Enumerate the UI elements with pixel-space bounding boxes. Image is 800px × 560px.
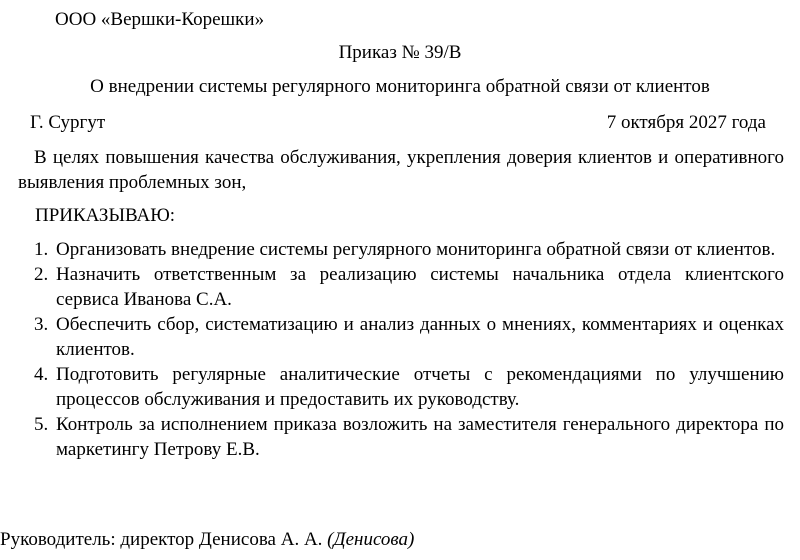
order-title: О внедрении системы регулярного мониторинга обратной связи от клиентов bbox=[90, 76, 710, 97]
list-item bbox=[34, 262, 784, 312]
list-item bbox=[34, 412, 784, 462]
signature-line bbox=[0, 529, 414, 551]
list-item bbox=[34, 362, 784, 412]
signature-label: Руководитель: директор Денисова А. А. bbox=[0, 529, 323, 550]
order-items-list bbox=[34, 237, 784, 462]
order-date: 7 октября 2027 года bbox=[606, 112, 766, 133]
list-item-text: Контроль за исполнением приказа возложить на заместителя генерального директора по маркетингу Петрову Е.В. bbox=[56, 414, 784, 460]
list-item-number: 5. bbox=[34, 414, 49, 435]
list-item-number: 1. bbox=[34, 239, 49, 260]
company-name: ООО «Вершки-Корешки» bbox=[55, 9, 265, 30]
preamble: В целях повышения качества обслуживания, укрепления доверия клиентов и оперативного выявления проблемных зон, bbox=[18, 147, 784, 193]
list-item bbox=[34, 237, 784, 262]
list-item-text: Обеспечить сбор, систематизацию и анализ данных о мнениях, комментариях и оценках клиентов. bbox=[56, 314, 784, 360]
order-city: Г. Сургут bbox=[30, 112, 106, 133]
signature-name: (Денисова) bbox=[327, 529, 415, 550]
list-item-text: Подготовить регулярные аналитические отчеты с рекомендациями по улучшению процессов обслуживания и предоставить их руководству. bbox=[56, 364, 784, 410]
list-item-number: 4. bbox=[34, 364, 49, 385]
list-item-text: Организовать внедрение системы регулярного мониторинга обратной связи от клиентов. bbox=[56, 239, 776, 260]
order-directive: ПРИКАЗЫВАЮ: bbox=[35, 205, 176, 226]
list-item-text: Назначить ответственным за реализацию системы начальника отдела клиентского сервиса Иванова С.А. bbox=[56, 264, 784, 310]
order-number: Приказ № 39/В bbox=[338, 42, 462, 63]
list-item-number: 2. bbox=[34, 264, 49, 285]
list-item bbox=[34, 312, 784, 362]
list-item-number: 3. bbox=[34, 314, 49, 335]
